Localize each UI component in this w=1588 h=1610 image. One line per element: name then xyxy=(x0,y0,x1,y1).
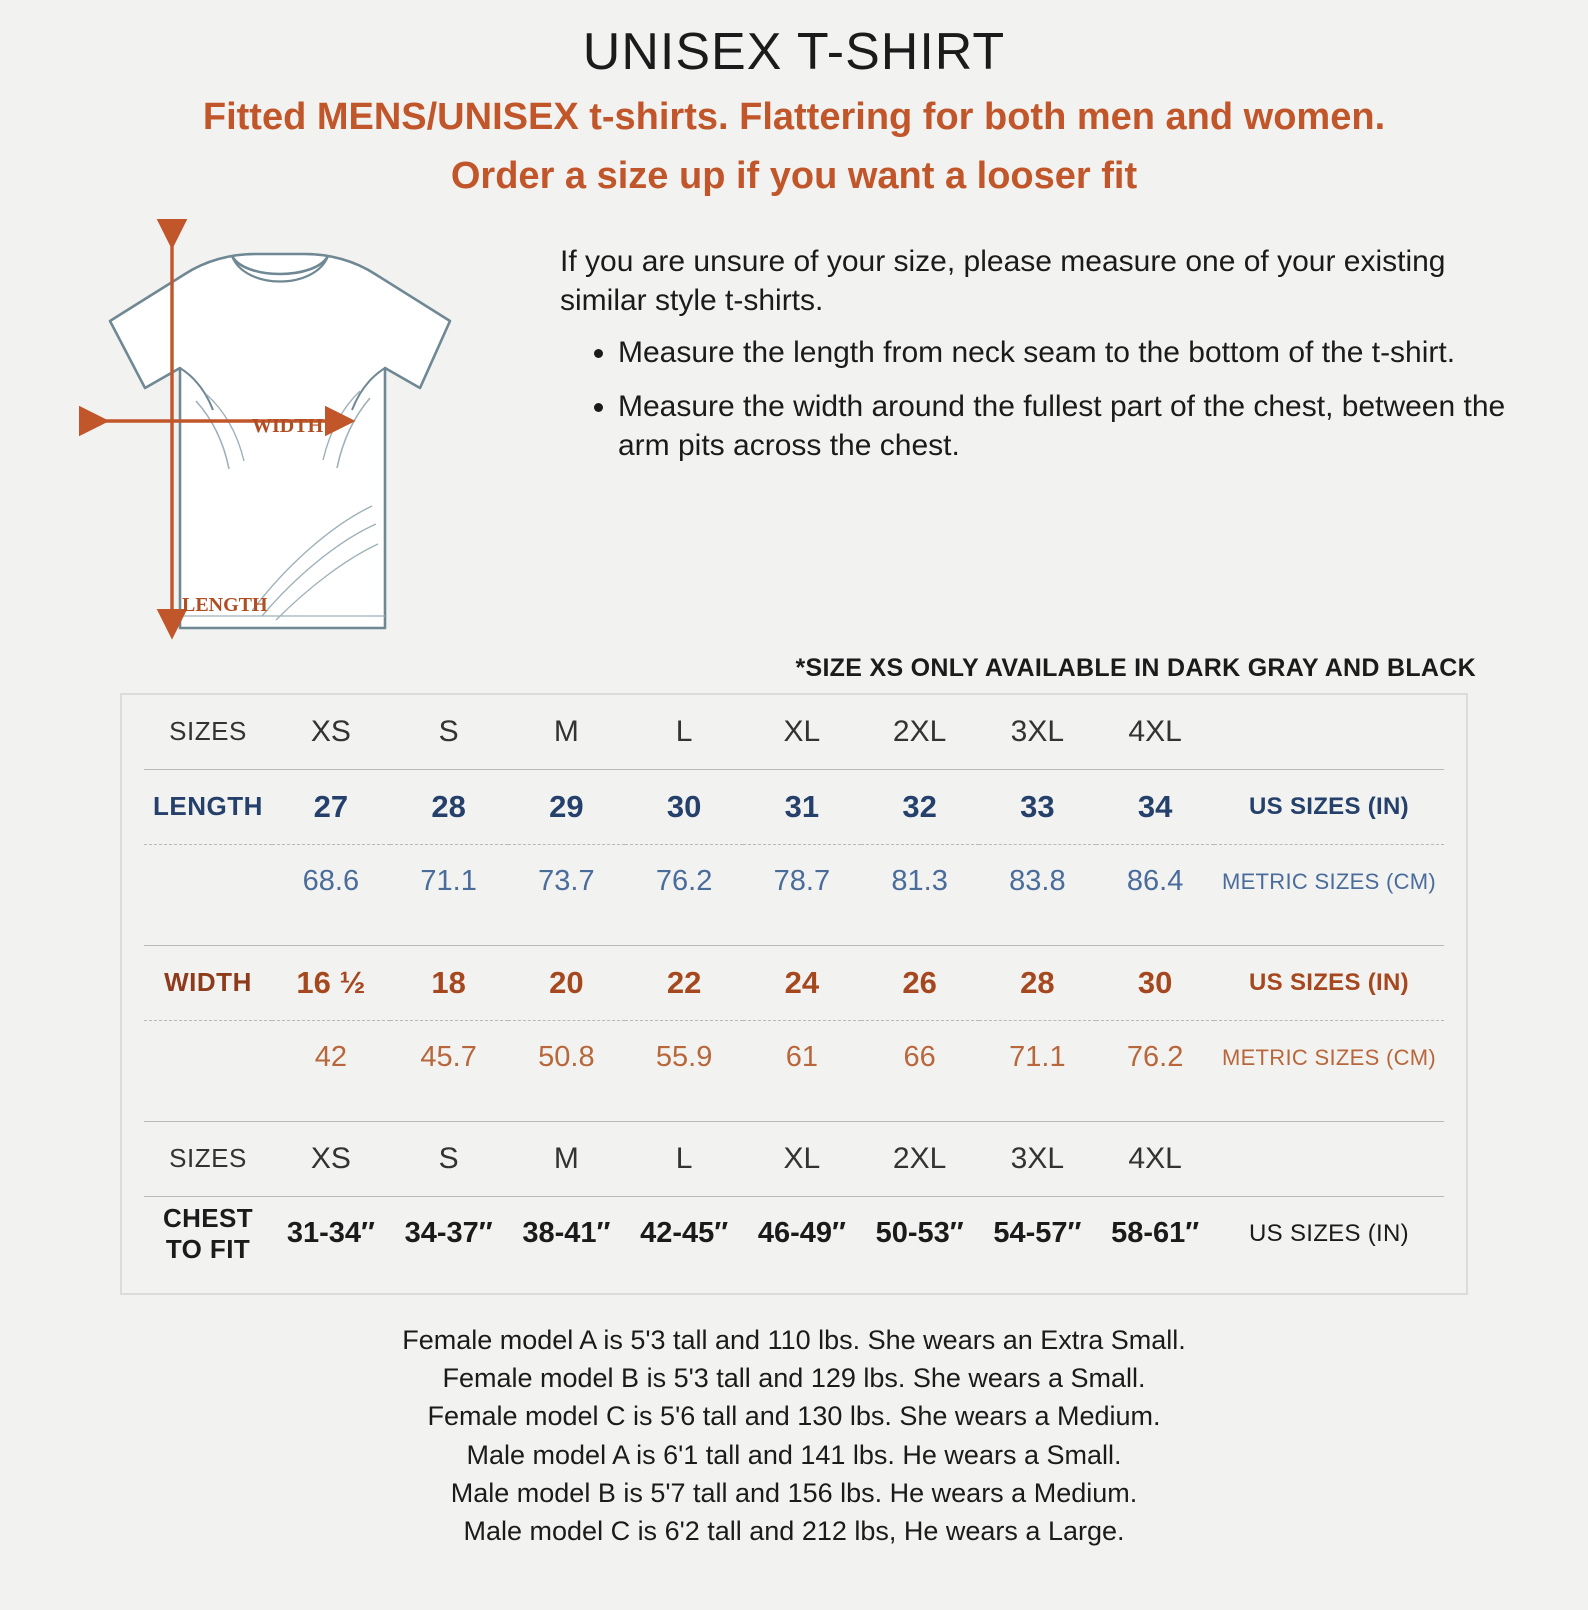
model-note-line: Male model B is 5'7 tall and 156 lbs. He wears a Medium. xyxy=(450,1478,1138,1509)
size-header-2xl: 2XL xyxy=(861,695,979,770)
subtitle-line-2: Order a size up if you want a looser fit xyxy=(450,154,1138,197)
width-cm-s: 45.7 xyxy=(420,1041,477,1074)
width-cm-3xl: 71.1 xyxy=(1009,1041,1066,1074)
row-label-length-cm xyxy=(144,844,272,919)
subtitle-line-1: Fitted MENS/UNISEX t-shirts. Flattering for both men and women. xyxy=(202,96,1386,138)
size2-header-3xl: 3XL xyxy=(979,1121,1097,1196)
page-subtitle xyxy=(60,88,1528,206)
list-item: • Measure the length from neck seam to the bottom of the t-shirt. xyxy=(618,333,1536,373)
length-in-2xl: 32 xyxy=(861,769,979,844)
size2-header-4xl: 4XL xyxy=(1096,1121,1214,1196)
row-label-length: LENGTH xyxy=(144,769,272,844)
length-cm-4xl: 86.4 xyxy=(1126,865,1184,898)
size-header-s: S xyxy=(390,695,508,770)
model-note-line: Female model A is 5'3 tall and 110 lbs. She wears an Extra Small. xyxy=(402,1324,1186,1355)
width-in-2xl: 26 xyxy=(861,945,979,1020)
table-row-length-in xyxy=(144,769,1444,844)
length-cm-xl: 78.7 xyxy=(773,865,831,898)
width-in-m: 20 xyxy=(508,945,626,1020)
table-bottom-spacer xyxy=(144,1271,1444,1293)
list-item: • Measure the width around the fullest part of the chest, between the arm pits across the chest. xyxy=(618,387,1536,466)
table-divider-1 xyxy=(144,919,1444,946)
size-header-m: M xyxy=(508,695,626,770)
model-note-line: Male model C is 6'2 tall and 212 lbs, He wears a Large. xyxy=(463,1516,1125,1547)
size2-header-l: L xyxy=(625,1121,743,1196)
size-header-3xl: 3XL xyxy=(979,695,1097,770)
width-in-s: 18 xyxy=(390,945,508,1020)
length-cm-m: 73.7 xyxy=(538,865,595,898)
table-row-sizes-header-2 xyxy=(144,1121,1444,1196)
length-in-3xl: 33 xyxy=(979,769,1097,844)
chest-unit: US SIZES (IN) xyxy=(1249,1219,1409,1247)
length-cm-3xl: 83.8 xyxy=(1009,865,1066,898)
length-in-xs: 27 xyxy=(272,769,390,844)
instructions-intro: If you are unsure of your size, please measure one of your existing similar style t-shirts. xyxy=(560,244,1446,318)
width-in-xl: 24 xyxy=(743,945,861,1020)
size2-header-m: M xyxy=(508,1121,626,1196)
table-divider-2 xyxy=(144,1095,1444,1122)
upper-section xyxy=(0,216,1588,646)
size-table xyxy=(144,695,1444,1293)
length-in-m: 29 xyxy=(508,769,626,844)
length-in-xl: 31 xyxy=(743,769,861,844)
chest-xl: 46-49″ xyxy=(757,1217,846,1250)
sizes-header-label-2: SIZES xyxy=(144,1121,272,1196)
size2-header-2xl: 2XL xyxy=(861,1121,979,1196)
width-label: WIDTH xyxy=(252,414,324,437)
size2-header-s: S xyxy=(390,1121,508,1196)
model-notes xyxy=(0,1321,1588,1551)
row-label-width-cm xyxy=(144,1020,272,1095)
size-header-4xl: 4XL xyxy=(1096,695,1214,770)
tshirt-illustration-svg xyxy=(0,216,560,646)
model-note-line: Male model A is 6'1 tall and 141 lbs. He wears a Small. xyxy=(466,1439,1122,1470)
chest-s: 34-37″ xyxy=(404,1217,493,1250)
chest-4xl: 58-61″ xyxy=(1111,1217,1200,1250)
row-label-chest: CHEST TO FIT xyxy=(162,1202,254,1264)
width-cm-l: 55.9 xyxy=(655,1041,713,1074)
model-note-line: Female model C is 5'6 tall and 130 lbs. She wears a Medium. xyxy=(427,1401,1161,1432)
length-cm-2xl: 81.3 xyxy=(891,865,948,898)
length-in-unit: US SIZES (IN) xyxy=(1214,769,1444,844)
size-table-container xyxy=(120,693,1468,1295)
size2-header-xs: XS xyxy=(272,1121,390,1196)
length-cm-xs: 68.6 xyxy=(302,865,360,898)
width-cm-xs: 42 xyxy=(314,1041,347,1074)
table-row-sizes-header xyxy=(144,695,1444,770)
width-cm-xl: 61 xyxy=(785,1041,818,1074)
width-in-4xl: 30 xyxy=(1096,945,1214,1020)
length-in-l: 30 xyxy=(625,769,743,844)
size-header-xl: XL xyxy=(743,695,861,770)
length-cm-unit: METRIC SIZES (CM) xyxy=(1221,868,1437,894)
model-note-line: Female model B is 5'3 tall and 129 lbs. She wears a Small. xyxy=(442,1363,1146,1394)
width-in-xs: 16 ½ xyxy=(272,945,390,1020)
size-header-xs: XS xyxy=(272,695,390,770)
length-in-4xl: 34 xyxy=(1096,769,1214,844)
length-label: LENGTH xyxy=(182,593,268,616)
measuring-instructions xyxy=(560,216,1588,480)
size-chart-page xyxy=(0,22,1588,1610)
width-in-l: 22 xyxy=(625,945,743,1020)
availability-note: *SIZE XS ONLY AVAILABLE IN DARK GRAY AND BLACK xyxy=(795,653,1476,682)
length-in-s: 28 xyxy=(390,769,508,844)
table-row-width-cm xyxy=(144,1020,1444,1095)
table-row-chest xyxy=(144,1196,1444,1271)
width-cm-m: 50.8 xyxy=(538,1041,595,1074)
width-cm-unit: METRIC SIZES (CM) xyxy=(1221,1044,1437,1070)
chest-xs: 31-34″ xyxy=(286,1217,375,1250)
chest-l: 42-45″ xyxy=(640,1217,729,1250)
width-cm-2xl: 66 xyxy=(903,1041,936,1074)
chest-2xl: 50-53″ xyxy=(875,1217,964,1250)
sizes-header-unit xyxy=(1214,695,1444,770)
table-row-length-cm xyxy=(144,844,1444,919)
row-label-width: WIDTH xyxy=(144,945,272,1020)
tshirt-diagram xyxy=(0,216,560,646)
instructions-list xyxy=(560,333,1536,466)
width-in-3xl: 28 xyxy=(979,945,1097,1020)
width-cm-4xl: 76.2 xyxy=(1126,1041,1184,1074)
size-header-l: L xyxy=(625,695,743,770)
length-cm-s: 71.1 xyxy=(420,865,477,898)
chest-3xl: 54-57″ xyxy=(993,1217,1082,1250)
chest-m: 38-41″ xyxy=(522,1217,611,1250)
table-row-width-in xyxy=(144,945,1444,1020)
sizes-header-label: SIZES xyxy=(144,695,272,770)
width-in-unit: US SIZES (IN) xyxy=(1214,945,1444,1020)
size2-header-xl: XL xyxy=(743,1121,861,1196)
length-cm-l: 76.2 xyxy=(655,865,713,898)
sizes-header-unit-2 xyxy=(1214,1121,1444,1196)
page-title: UNISEX T-SHIRT xyxy=(582,23,1006,81)
